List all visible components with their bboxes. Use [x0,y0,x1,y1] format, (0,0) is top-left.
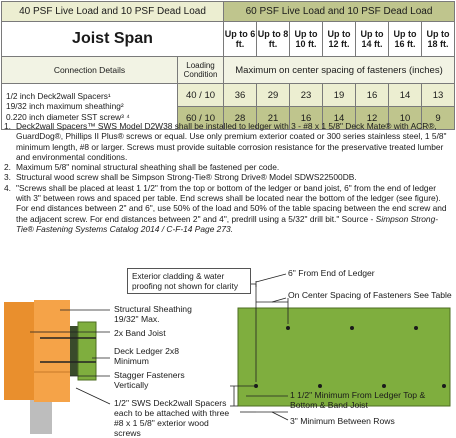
span-header: Up to 10 ft. [290,22,323,57]
footnote: 1. Deck2wall Spacers™ SWS Model D2W38 shall be installed to ledger with 3 - #8 x 1 5/8" Deck Mate® with ACR®, GuardDog®, Phillips II Plus® screws or equal. Use only premium exterior coated or 300 series stainless steel, 1 5/8" minimum length, #8 or larger. Screws must provide suitable corrosion resistance for the preservative treated lumber and environmental conditions. [4,121,447,162]
spacing-cell: 12 [356,107,389,130]
label-deck2wall-spacers: 1/2" SWS Deck2wall Spacers each to be attached with three #8 x 1 5/8" exterior wood screws [114,398,230,438]
connection-line: 1/2 inch Deck2wall Spacers¹ [6,90,111,101]
loading-condition-cell: 60 / 10 [178,107,224,130]
loading-condition-cell: 40 / 10 [178,84,224,107]
clarity-callout: Exterior cladding & water proofing not shown for clarity [127,268,251,294]
spacing-cell: 21 [257,107,290,130]
spacing-cell: 16 [290,107,323,130]
foundation-block [30,398,52,434]
spacing-cell: 19 [323,84,356,107]
span-header: Up to 8 ft. [257,22,290,57]
spacing-cell: 28 [224,107,257,130]
band-joist-shape [4,302,34,400]
header-40psf: 40 PSF Live Load and 10 PSF Dead Load [2,2,224,22]
max-spacing-header: Maximum on center spacing of fasteners (inches) [224,57,455,84]
spacing-cell: 36 [224,84,257,107]
source-citation: Simpson Strong-Tie® Fastening Systems Catalog 2014 / C-F-14 Page 273. [16,213,439,234]
spacing-cell: 14 [323,107,356,130]
spacing-cell: 9 [422,107,455,130]
footnote: 4. "Screws shall be placed at least 1 1/2" from the top or bottom of the ledger or band joist, 6" from the end of ledger with 3" between rows and spaced per table. End screws shall be located near the bottom of the ledger (see figure). For end distances between 2" and 6", use 50% of the load and 50% of the table spacing between the end screw and the adjacent screw. For end distances between 2" and 4", predrill using a 5/32" drill bit." Source - Simpson Strong-Tie® Fastening Systems Catalog 2014 / C-F-14 Page 273. [4,182,447,234]
footnote: 3. Structural wood screw shall be Simpson Strong-Tie® Strong Drive® Model SDWS22500DB. [4,172,357,183]
label-structural-sheathing: Structural Sheathing 19/32" Max. [114,304,192,324]
label-on-center-spacing: On Center Spacing of Fasteners See Table [288,290,452,300]
connection-line: 0.220 inch diameter SST screw³ ⁴ [6,111,130,122]
spacing-cell: 14 [389,84,422,107]
connection-details-header: Connection Details [2,57,178,84]
span-header: Up to 12 ft. [323,22,356,57]
spacing-cell: 10 [389,107,422,130]
deck-ledger-section [78,322,96,380]
spacing-cell: 29 [257,84,290,107]
structural-sheathing-shape [34,300,70,402]
spacing-cell: 13 [422,84,455,107]
header-60psf: 60 PSF Live Load and 10 PSF Dead Load [224,2,455,22]
deck2wall-spacer-shape [70,326,78,376]
span-header: Up to 18 ft. [422,22,455,57]
joist-span-table [1,1,455,130]
footnotes [4,121,452,234]
spacing-cell: 23 [290,84,323,107]
span-header: Up to 14 ft. [356,22,389,57]
ledger-fastening-diagram [0,262,456,438]
footnote: 2. Maximum 5/8" nominal structural sheathing shall be fastened per code. [4,162,280,173]
spacing-cell: 16 [356,84,389,107]
span-header: Up to 16 ft. [389,22,422,57]
connection-line: 19/32 inch maximum sheathing² [6,101,124,112]
label-deck-ledger: Deck Ledger 2x8 Minimum [114,346,179,366]
label-end-distance: 6" From End of Ledger [288,268,375,278]
span-header: Up to 6 ft. [224,22,257,57]
label-edge-distance: 1 1/2" Minimum From Ledger Top & Bottom & Band Joist [290,390,426,410]
label-band-joist: 2x Band Joist [114,328,166,338]
loading-condition-header: Loading Condition [178,57,224,84]
label-stagger-fasteners: Stagger Fasteners Vertically [114,370,185,390]
label-row-spacing: 3" Minimum Between Rows [290,416,395,426]
joist-span-title: Joist Span [2,22,224,57]
